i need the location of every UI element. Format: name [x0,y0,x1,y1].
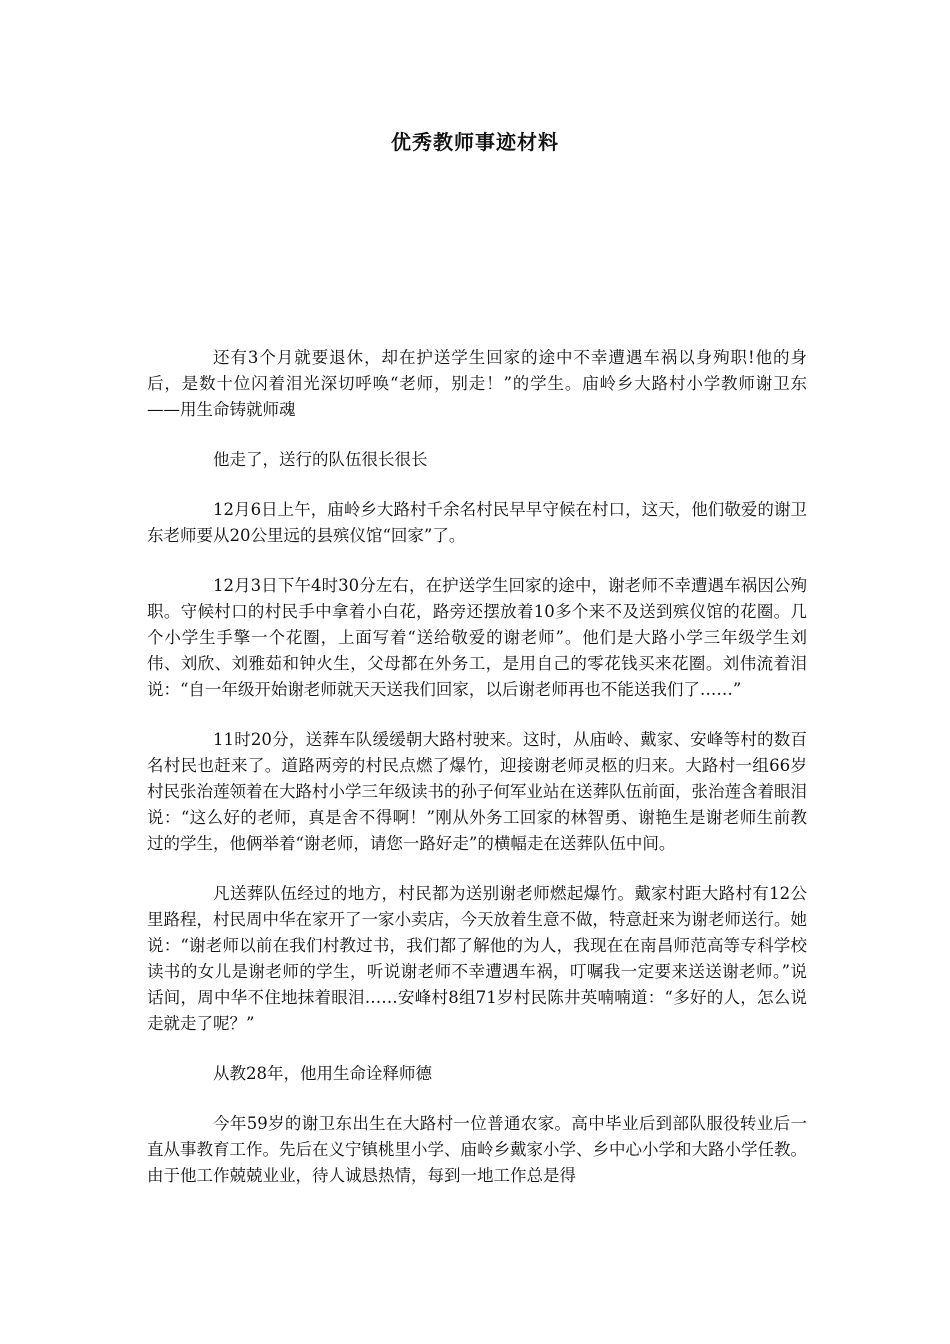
paragraph-subheading-28-years: 从教28年，他用生命诠释师德 [213,1064,432,1083]
paragraph-funeral-procession: 11时20分，送葬车队缓缓朝大路村驶来。这时，从庙岭、戴家、安峰等村的数百名村民也赶来了。道路两旁的村民点燃了爆竹，迎接谢老师灵柩的归来。大路村一组66岁村民张治莲领着在大路村小学三年级读书的孙子何军业站在送葬队伍前面，张治莲含着眼泪说：“这么好的老师，真是舍不得啊！”刚从外务工回家的林智勇、谢艳生是谢老师生前教过的学生，他俩举着“谢老师，请您一路好走”的横幅走在送葬队伍中间。 [147,730,807,853]
document-body [147,345,807,1213]
paragraph-dec-3: 12月3日下午4时30分左右，在护送学生回家的途中，谢老师不幸遭遇车祸因公殉职。守候村口的村民手中拿着小白花，路旁还摆放着10多个来不及送到殡仪馆的花圈。几个小学生手擎一个花圈，上面写着“送给敬爱的谢老师”。他们是大路小学三年级学生刘伟、刘欣、刘雅茹和钟火生，父母都在外务工，是用自己的零花钱买来花圈。刘伟流着泪说：“自一年级开始谢老师就天天送我们回家，以后谢老师再也不能送我们了……” [147,576,807,699]
paragraph-subheading-farewell: 他走了，送行的队伍很长很长 [213,450,428,469]
paragraph-intro: 还有3个月就要退休，却在护送学生回家的途中不幸遭遇车祸以身殉职!他的身后，是数十位闪着泪光深切呼唤“老师，别走！”的学生。庙岭乡大路村小学教师谢卫东——用生命铸就师魂 [147,348,807,419]
paragraph-biography: 今年59岁的谢卫东出生在大路村一位普通农家。高中毕业后到部队服役转业后一直从事教育工作。先后在义宁镇桃里小学、庙岭乡戴家小学、乡中心小学和大路小学任教。由于他工作兢兢业业，待人诚恳热情，每到一地工作总是得 [147,1114,807,1185]
paragraph-dec-6: 12月6日上午，庙岭乡大路村千余名村民早早守候在村口，这天，他们敬爱的谢卫东老师要从20公里远的县殡仪馆“回家”了。 [147,500,807,545]
document-title: 优秀教师事迹材料 [391,130,559,154]
paragraph-villagers: 凡送葬队伍经过的地方，村民都为送别谢老师燃起爆竹。戴家村距大路村有12公里路程，村民周中华在家开了一家小卖店，今天放着生意不做，特意赶来为谢老师送行。她说：“谢老师以前在我们村教过书，我们都了解他的为人，我现在在南昌师范高等专科学校读书的女儿是谢老师的学生，听说谢老师不幸遭遇车祸，叮嘱我一定要来送送谢老师。”说话间，周中华不住地抹着眼泪……安峰村8组71岁村民陈井英喃喃道：“多好的人，怎么说走就走了呢？” [147,884,807,1033]
